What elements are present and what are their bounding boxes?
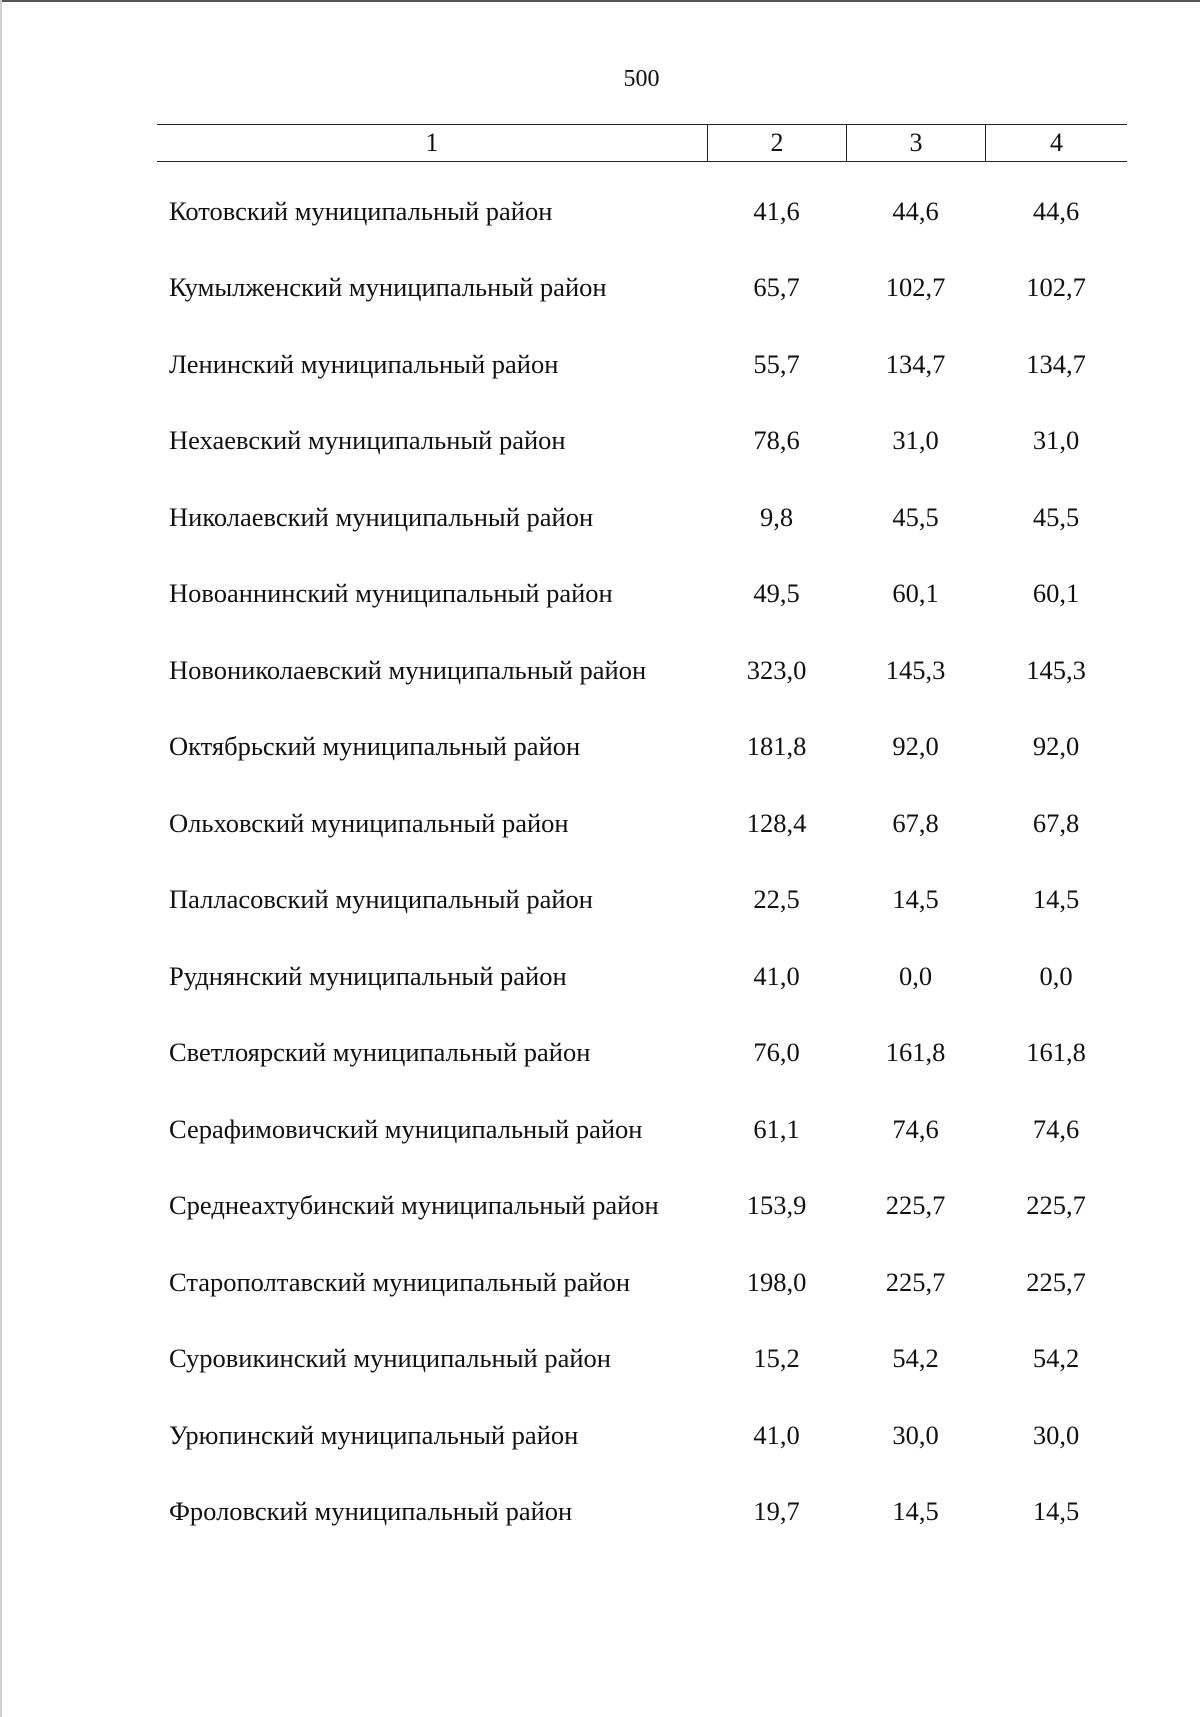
value-col-3: 74,6 — [892, 1113, 939, 1144]
table-row — [157, 173, 1127, 250]
district-name: Новониколаевский муниципальный район — [169, 654, 647, 685]
district-name: Серафимовичский муниципальный район — [169, 1113, 643, 1144]
district-name: Октябрьский муниципальный район — [169, 731, 581, 762]
value-col-3: 60,1 — [892, 578, 939, 609]
district-name: Суровикинский муниципальный район — [169, 1343, 611, 1374]
value-col-4: 0,0 — [1039, 960, 1073, 991]
value-col-2: 78,6 — [753, 425, 800, 456]
value-col-2: 128,4 — [746, 807, 807, 838]
value-col-2: 9,8 — [759, 501, 794, 532]
value-col-3: 44,6 — [892, 195, 939, 226]
value-col-3: 225,7 — [885, 1190, 946, 1221]
value-col-3: 161,8 — [885, 1037, 946, 1068]
column-header-2: 2 — [707, 125, 846, 161]
value-col-4: 14,5 — [1032, 884, 1080, 915]
table-body — [157, 173, 1127, 1550]
district-name: Среднеахтубинский муниципальный район — [169, 1190, 659, 1221]
table-row — [157, 479, 1127, 556]
value-col-4: 92,0 — [1032, 731, 1080, 762]
table-row — [157, 632, 1127, 709]
value-col-4: 60,1 — [1032, 578, 1080, 609]
district-name: Ленинский муниципальный район — [169, 348, 559, 379]
value-col-2: 49,5 — [753, 578, 800, 609]
value-col-2: 181,8 — [746, 731, 807, 762]
district-name: Урюпинский муниципальный район — [169, 1419, 579, 1450]
district-name: Новоаннинский муниципальный район — [169, 578, 613, 609]
district-name: Ольховский муниципальный район — [169, 807, 569, 838]
value-col-3: 45,5 — [892, 501, 939, 532]
value-col-3: 14,5 — [892, 884, 939, 915]
value-col-4: 102,7 — [1026, 272, 1086, 303]
district-name: Фроловский муниципальный район — [169, 1496, 573, 1527]
value-col-2: 198,0 — [746, 1266, 807, 1297]
district-name: Нехаевский муниципальный район — [169, 425, 566, 456]
table-row — [157, 1091, 1127, 1168]
value-col-3: 14,5 — [892, 1496, 939, 1527]
table-row — [157, 1168, 1127, 1245]
value-col-3: 134,7 — [885, 348, 946, 379]
value-col-4: 134,7 — [1026, 348, 1086, 379]
table-row — [157, 556, 1127, 633]
value-col-2: 41,6 — [753, 195, 800, 226]
value-col-2: 15,2 — [753, 1343, 800, 1374]
value-col-3: 31,0 — [892, 425, 939, 456]
column-header-1: 1 — [425, 128, 439, 157]
value-col-2: 19,7 — [753, 1496, 800, 1527]
table-row — [157, 1397, 1127, 1474]
table-row — [157, 250, 1127, 327]
column-header-4: 4 — [985, 125, 1127, 161]
value-col-2: 65,7 — [753, 272, 800, 303]
value-col-2: 153,9 — [746, 1190, 807, 1221]
table-header — [157, 124, 1127, 162]
value-col-4: 145,3 — [1026, 654, 1086, 685]
page-number: 500 — [623, 66, 660, 92]
value-col-2: 323,0 — [746, 654, 807, 685]
scan-edge-top — [0, 0, 1200, 2]
value-col-3: 0,0 — [898, 960, 933, 991]
value-col-4: 67,8 — [1032, 807, 1080, 838]
value-col-4: 225,7 — [1026, 1190, 1086, 1221]
value-col-3: 92,0 — [892, 731, 939, 762]
table-row — [157, 1474, 1127, 1551]
district-name: Кумылженский муниципальный район — [169, 272, 607, 303]
value-col-4: 30,0 — [1032, 1419, 1080, 1450]
value-col-2: 41,0 — [753, 960, 800, 991]
scan-edge-left — [0, 0, 2, 1717]
column-header-3: 3 — [846, 125, 985, 161]
value-col-3: 225,7 — [885, 1266, 946, 1297]
district-name: Котовский муниципальный район — [169, 195, 553, 226]
value-col-3: 145,3 — [885, 654, 946, 685]
district-name: Палласовский муниципальный район — [169, 884, 593, 915]
value-col-2: 41,0 — [753, 1419, 800, 1450]
table-row — [157, 938, 1127, 1015]
value-col-4: 44,6 — [1032, 195, 1080, 226]
table-row — [157, 1015, 1127, 1092]
district-name: Светлоярский муниципальный район — [169, 1037, 591, 1068]
table-row — [157, 862, 1127, 939]
value-col-4: 74,6 — [1032, 1113, 1080, 1144]
table-row — [157, 403, 1127, 480]
value-col-4: 225,7 — [1026, 1266, 1086, 1297]
district-name: Старополтавский муниципальный район — [169, 1266, 631, 1297]
table-row — [157, 709, 1127, 786]
value-col-4: 31,0 — [1032, 425, 1080, 456]
value-col-4: 14,5 — [1032, 1496, 1080, 1527]
value-col-2: 76,0 — [753, 1037, 800, 1068]
value-col-4: 54,2 — [1032, 1343, 1080, 1374]
district-name: Николаевский муниципальный район — [169, 501, 594, 532]
value-col-3: 67,8 — [892, 807, 939, 838]
district-name: Руднянский муниципальный район — [169, 960, 567, 991]
table-row — [157, 1321, 1127, 1398]
value-col-2: 22,5 — [753, 884, 800, 915]
value-col-2: 61,1 — [753, 1113, 800, 1144]
value-col-2: 55,7 — [753, 348, 800, 379]
value-col-3: 54,2 — [892, 1343, 939, 1374]
value-col-4: 45,5 — [1032, 501, 1080, 532]
table-row — [157, 1244, 1127, 1321]
table-row — [157, 326, 1127, 403]
value-col-3: 102,7 — [885, 272, 946, 303]
table-row — [157, 785, 1127, 862]
value-col-4: 161,8 — [1026, 1037, 1086, 1068]
value-col-3: 30,0 — [892, 1419, 939, 1450]
